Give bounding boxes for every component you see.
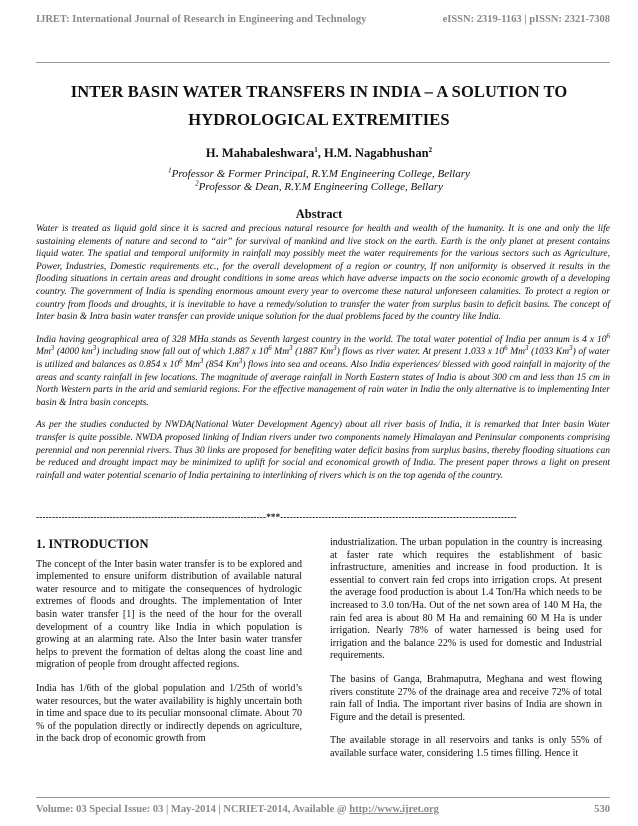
footer-rule	[36, 797, 610, 798]
intro-paragraph-3: industrialization. The urban population in the country is increasing at faster rate which requires the establishment of basic infrastructure, amenities and increase in food production. It is essential to convert rain fed crops into irrigation crops. At present the average food production is about 1.4 Ton/Ha which needs to be increased to 3.0 ton/Ha. Out of the net sown area of 140 M Ha, the rain fed area is about 80 M Ha and remaining 60 M Ha is under irrigation. Nearly 78% of water harnessed is being used for irrigation and the balance 22% is used for domestic and Industrial requirements.	[330, 537, 602, 662]
header-rule	[36, 62, 610, 63]
intro-paragraph-1: The concept of the Inter basin water transfer is to be explored and implemented to ensure uniform distribution of available natural water resource and to mitigate the consequences of hydrologic extremes of floods and droughts. The implementation of Inter basin water transfer [1] is the need of the hour for the overall development of a country like India in which population is growing at an alarming rate. Also the Inter basin water transfer helps to prevent the formation of deltas along the coast line and migration of people from drought affected regions.	[36, 558, 302, 671]
issn: eISSN: 2319-1163 | pISSN: 2321-7308	[442, 14, 610, 25]
section-heading-introduction: 1. INTRODUCTION	[36, 537, 149, 551]
title-line-1: INTER BASIN WATER TRANSFERS IN INDIA – A SOLUTION TO	[70, 82, 568, 101]
abstract-body	[36, 223, 610, 492]
running-footer	[36, 804, 610, 815]
section-separator: ------------------------------------------------------------------------***--------------------------------------------------------------------------	[36, 512, 517, 522]
authors	[0, 146, 638, 161]
affiliation-1-text: Professor & Former Principal, R.Y.M Engineering College, Bellary	[171, 168, 470, 180]
abstract-paragraph-2: India having geographical area of 328 MHa stands as Seventh largest country in the world. The total water potential of India per annum is 4 x $10^6$ Mm$^3$ (4000 $km^3$) including snow fall out of which 1.887 x $10^6$ Mm$^3$ (1887 Km$^3$) flows as river water. At present 1.033 x $10^6$ Mm$^3$ (1033 Km$^3$) of water is utilized and balances as 0.854 x $10^6$ Mm$^3$ (854 Km$^3$) flows into sea and oceans. Also India experiences/ blessed with good rainfall in majority of the areas and scanty rainfall in few locations. The magnitude of average rainfall in North Eastern states of India is about 300 cm and less than 15 cm in North Western parts in the arid and semiarid regions. For the effective management of rain water in India the only alternative is to implementing Inter basin & Intra basin concepts.	[36, 331, 610, 408]
affiliation-1	[0, 168, 638, 180]
title-line-2: HYDROLOGICAL EXTREMITIES	[188, 110, 450, 129]
running-header	[36, 14, 610, 25]
affiliation-1-sup: 1	[168, 166, 172, 175]
abstract-heading: Abstract	[295, 207, 343, 221]
author-2: H.M. Nagabhushan	[324, 146, 429, 160]
paper-title	[30, 78, 608, 134]
affiliation-2-text: Professor & Dean, R.Y.M Engineering College, Bellary	[198, 181, 443, 193]
author-1-sup: 1	[314, 145, 318, 154]
footer-text: Volume: 03 Special Issue: 03 | May-2014 | NCRIET-2014, Available @	[36, 804, 350, 815]
intro-paragraph-4: The basins of Ganga, Brahmaputra, Meghana and west flowing rivers constitute 27% of the drainage area and receive 72% of total rain fall of India. The important river basins of India are shown in Figure and the detail is presented.	[330, 673, 602, 723]
footer-volume	[36, 804, 439, 815]
affiliation-2	[0, 181, 638, 193]
intro-paragraph-2: India has 1/6th of the global population and 1/25th of world’s water resources, but the water availability is highly uncertain both in time and space due to its peculiar monsoonal climate. About 70 % of the population directly or indirectly depends on agriculture, in the back drop of economic growth from	[36, 682, 302, 745]
abstract-paragraph-1: Water is treated as liquid gold since it is sacred and precious natural resource for health and wealth of the humanity. It is one and only the life sustaining elements of nature and second to “air” for survival of mankind and live stock on the earth. Earth is the only planet at present contains liquid water. The spatial and temporal uniformity in rainfall may possibly meet the water requirements for the various sectors such as Agriculture, Power, Industries, Domestic requirements etc., for the overall development of a region or country, If non uniformity is observed it results in the flooding situations in certain areas and drought conditions in some areas which have adverse impacts on the socio economic growth of a developing country. The government of India is spending enormous amount every year to overcome these natural unforeseen calamities. To protect a region or country from floods and droughts, it is inevitable to have a remedy/solution to transfer the water from surplus basin to deficit basins. The concept of Inter basin & Intra basin water transfer can provide unique solution for the dual problems faced by the country like India.	[36, 224, 610, 323]
page-number: 530	[594, 804, 610, 815]
author-2-sup: 2	[428, 145, 433, 154]
intro-paragraph-5: The available storage in all reservoirs and tanks is only 55% of available surface water, considering 1.5 times filling. Hence it	[330, 735, 602, 759]
author-1: H. Mahabaleshwara	[205, 146, 315, 160]
right-column	[330, 537, 602, 772]
journal-name: IJRET: International Journal of Research in Engineering and Technology	[36, 14, 367, 25]
author-separator: ,	[317, 146, 325, 160]
affiliation-2-sup: 2	[195, 179, 199, 188]
journal-link[interactable]: http://www.ijret.org	[349, 804, 439, 815]
abstract-paragraph-3: As per the studies conducted by NWDA(National Water Development Agency) about all river basis of India, it is remarked that Inter basin Water transfer is quite possible. NWDA proposed linking of Indian rivers under two components namely Himalayan and Peninsular components comprising perennial and non perennial rivers. Thus 30 links are proposed for benefiting water deficit basins from surplus basins, thereby flooding situations can be reduced and drought impact may be minimized to uplift for social and economical growth of India. The present paper throws a light on present rainfall and water potential scenario of India pertaining to interlinking of rivers which is on the top agenda of the country.	[36, 420, 610, 481]
left-column	[36, 538, 302, 757]
